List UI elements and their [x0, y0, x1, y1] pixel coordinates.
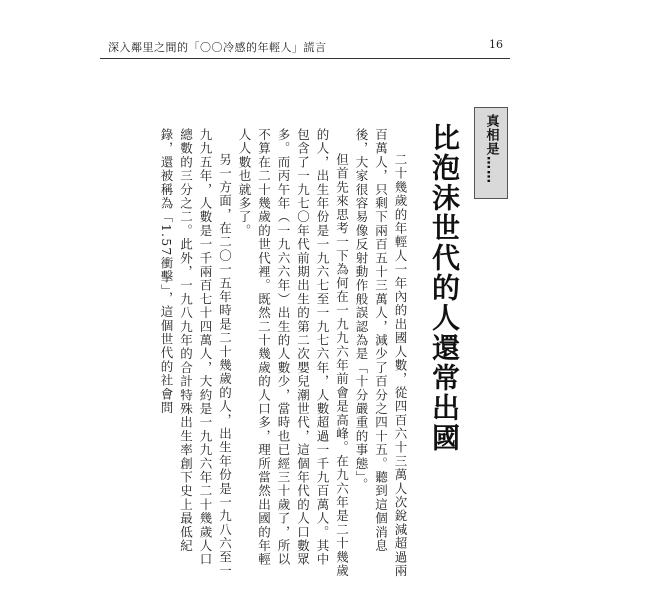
paragraph: 但首先來思考一下為何在一九九六年前會是高峰。在九六年是二十幾歲的人，出生年份是一九六七至一九七六年，人數超過一千九百萬人。其中包含了一九七〇年代前期出生的第二次嬰兒潮世代，這個年代的人口數眾多。而丙午年（一九六六年）出生的人數少，當時也已經三十歲了，所以不算在二十幾歲的世代裡。既然二十幾歲的人口多，理所當然出國的年輕人人數也就多了。: [237, 128, 350, 578]
page-number: 16: [489, 38, 503, 51]
paragraph: 另一方面，在二〇一五年時是二十幾歲的人，出生年份是一九八六至一九九五年，人數是一千兩百七十四萬人，大約是一九九六年二十幾歲人口總數的三分之二。此外，一九八九年的合計特殊出生率創下史上最低紀錄，還被稱為「1.57衝擊」，這個世代的社會問: [159, 128, 233, 578]
body-text: [157, 128, 410, 578]
running-head: 深入鄰里之間的「〇〇冷感的年輕人」謊言: [108, 41, 327, 54]
section-badge: 真相是……: [474, 107, 508, 199]
paragraph: 二十幾歲的年輕人一年內的出國人數，從四百六十三萬人次銳減超過兩百萬人，只剩下兩百五十三萬人，減少了百分之四十五。聽到這個消息後，大家很容易像反射動作般誤認為是「十分嚴重的事態」。: [354, 128, 408, 578]
header-rule: [100, 58, 510, 59]
section-title: 比泡沫世代的人還常出國: [428, 123, 461, 453]
